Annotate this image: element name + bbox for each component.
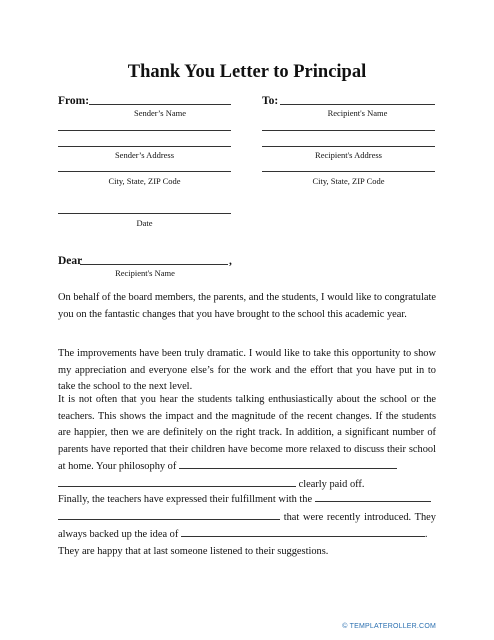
recipient-name-line[interactable] bbox=[280, 104, 435, 105]
recipient-city-caption: City, State, ZIP Code bbox=[312, 176, 385, 186]
paragraph-3 bbox=[58, 392, 436, 493]
recipient-address-line-1[interactable] bbox=[262, 130, 435, 131]
dear-caption: Recipient's Name bbox=[115, 268, 175, 278]
sender-name-line[interactable] bbox=[89, 104, 231, 105]
sender-name-caption: Sender’s Name bbox=[133, 108, 186, 118]
paragraph-4-text-d: They are happy that at last someone listened to their suggestions. bbox=[58, 545, 329, 557]
dear-comma: , bbox=[229, 255, 232, 267]
footer-link[interactable]: © TEMPLATEROLLER.COM bbox=[342, 623, 436, 630]
fulfillment-blank-2[interactable] bbox=[58, 509, 280, 520]
philosophy-blank-2[interactable] bbox=[58, 476, 296, 487]
date-caption: Date bbox=[136, 218, 153, 228]
to-label: To: bbox=[262, 95, 279, 107]
sender-city-caption: City, State, ZIP Code bbox=[108, 176, 181, 186]
paragraph-1: On behalf of the board members, the parents, and the students, I would like to congratulate you on the fantastic changes that you have brought to the school this academic year. bbox=[58, 292, 436, 320]
paragraph-3-text: It is not often that you hear the students talking enthusiastically about the school or the teachers. This shows the impact and the magnitude of the recent changes. If the students are happier, then we are definitely on the right track. In addition, a significant number of parents have reported that their children have become more relaxed to discuss their school at home. Your philosophy of bbox=[58, 394, 436, 472]
dear-recipient-line[interactable] bbox=[80, 264, 228, 265]
paragraph-4-text-a: Finally, the teachers have expressed their fulfillment with the bbox=[58, 494, 313, 505]
from-label: From: bbox=[58, 95, 90, 107]
sender-city-line[interactable] bbox=[58, 171, 231, 172]
philosophy-blank[interactable] bbox=[179, 458, 397, 469]
sender-address-line-2[interactable] bbox=[58, 146, 231, 147]
idea-blank[interactable] bbox=[181, 526, 425, 537]
page-title: Thank You Letter to Principal bbox=[127, 62, 367, 82]
paragraph-4-period: . bbox=[424, 529, 428, 540]
dear-label: Dear bbox=[58, 255, 83, 267]
paragraph-2: The improvements have been truly dramatic. I would like to take this opportunity to show my appreciation and everyone else’s for the work and the effort that you have put in to take the school to the next level. bbox=[58, 348, 436, 392]
sender-address-caption: Sender’s Address bbox=[114, 150, 175, 160]
date-line[interactable] bbox=[58, 213, 231, 214]
fulfillment-blank[interactable] bbox=[315, 491, 431, 502]
paragraph-4-text-b: that were recently introduced. They always backed up the idea of bbox=[58, 511, 436, 540]
paragraph-4 bbox=[58, 491, 436, 560]
recipient-address-caption: Recipient's Address bbox=[315, 150, 382, 160]
recipient-city-line[interactable] bbox=[262, 171, 435, 172]
recipient-name-caption: Recipient's Name bbox=[327, 108, 388, 118]
sender-address-line-1[interactable] bbox=[58, 130, 231, 131]
recipient-address-line-2[interactable] bbox=[262, 146, 435, 147]
paragraph-3-end: clearly paid off. bbox=[298, 478, 365, 490]
